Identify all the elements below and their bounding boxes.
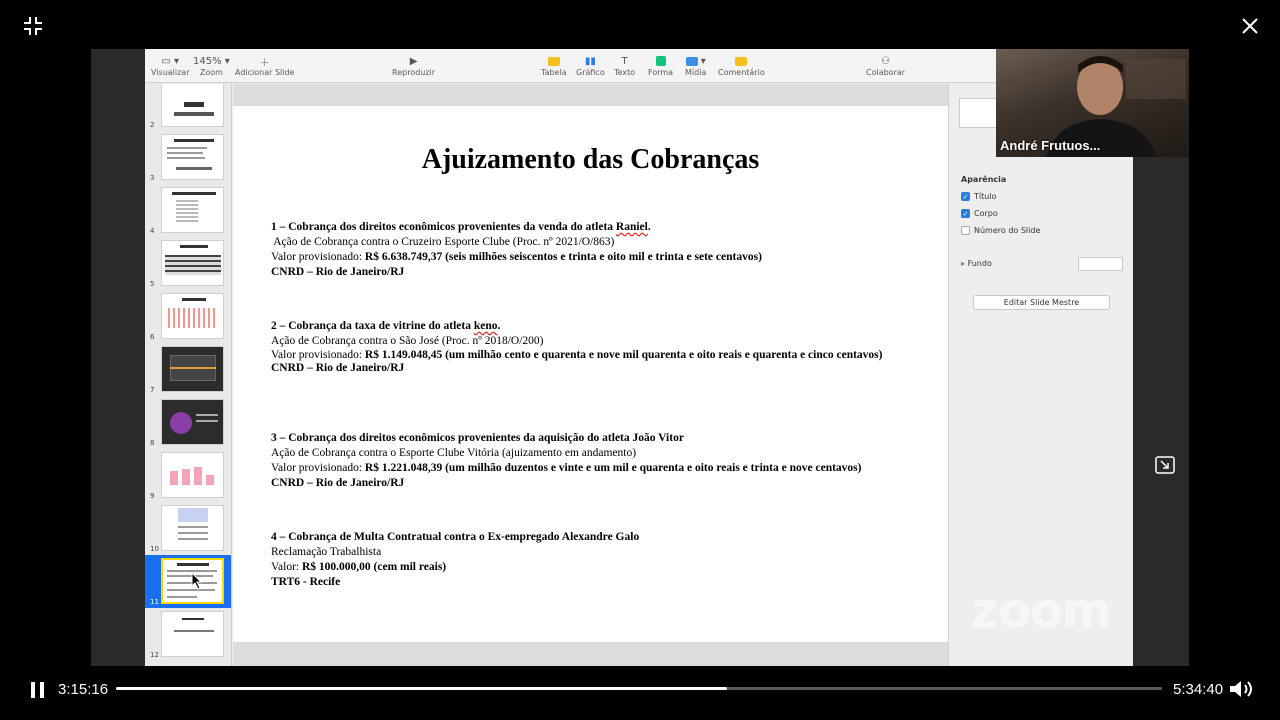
sidebar-view-icon: ▭ ▾ [161, 55, 180, 67]
zoom-watermark: zoom [971, 583, 1111, 639]
exit-fullscreen-icon[interactable] [17, 10, 49, 42]
toolbar-shape-button[interactable]: Forma [648, 54, 673, 77]
body-checkbox[interactable]: ✓ Corpo [962, 209, 998, 218]
collection-item-3[interactable] [271, 431, 911, 491]
slide-thumbnail[interactable]: 9 [145, 449, 232, 502]
current-time: 3:15:16 [58, 681, 109, 698]
format-inspector [948, 84, 1133, 666]
item-court: TRT6 - Recife [271, 576, 341, 588]
participant-video [996, 49, 1189, 157]
checkbox-checked-icon: ✓ [962, 192, 969, 201]
slide-canvas [233, 84, 948, 666]
item-value: Valor: R$ 100.000,00 (cem mil reais) [271, 561, 447, 573]
mouse-cursor-icon [191, 572, 203, 590]
comment-icon [735, 54, 747, 68]
total-time: 5:34:40 [1173, 681, 1224, 698]
toolbar-collaborate-button[interactable]: ⚇ Colaborar [866, 55, 906, 77]
collection-item-2[interactable] [271, 319, 911, 376]
background-color-well[interactable] [1078, 257, 1123, 271]
item-value: Valor provisionado: R$ 1.149.048,45 (um milhão cento e quarenta e nove mil quarenta e oito reais e quarenta e cinco centavos) [271, 349, 883, 361]
item-value: Valor provisionado: R$ 6.638.749,37 (seis milhões seiscentos e trinta e oito mil e trinta e sete centavos) [271, 251, 762, 263]
toolbar-comment-button[interactable]: Comentário [718, 54, 765, 77]
title-checkbox[interactable]: ✓ Título [962, 192, 997, 201]
picture-in-picture-icon[interactable] [1153, 453, 1177, 477]
keynote-toolbar [145, 49, 996, 83]
item-action: Ação de Cobrança contra o Esporte Clube Vitória (ajuizamento em andamento) [271, 447, 637, 459]
background-disclosure[interactable]: ▸ Fundo [961, 259, 992, 268]
item-court: CNRD – Rio de Janeiro/RJ [271, 362, 405, 374]
slide-navigator [145, 84, 232, 666]
progress-bar[interactable] [116, 687, 1162, 690]
slide-thumbnail[interactable]: 2 [145, 84, 232, 131]
slide-thumbnail[interactable]: 8 [145, 396, 232, 449]
chart-icon: ▮▮ [584, 55, 596, 67]
slide-thumbnail[interactable]: 10 [145, 502, 232, 555]
item-value: Valor provisionado: R$ 1.221.048,39 (um milhão duzentos e vinte e um mil e quarenta e oito reais e trinta e nove centavos) [271, 462, 862, 474]
plus-icon: ＋ [259, 57, 270, 69]
volume-icon[interactable] [1228, 678, 1258, 700]
player-controls [0, 672, 1280, 708]
toolbar-view-button[interactable]: ▭ ▾ Visualizar [151, 55, 190, 77]
play-icon: ▶ [409, 55, 418, 67]
item-heading: 3 – Cobrança dos direitos econômicos provenientes da aquisição do atleta João Vitor [271, 432, 684, 444]
edit-master-slide-button[interactable]: Editar Slide Mestre [973, 295, 1110, 310]
item-court: CNRD – Rio de Janeiro/RJ [271, 477, 405, 489]
item-action: Ação de Cobrança contra o Cruzeiro Esporte Clube (Proc. nº 2021/O/863) [271, 236, 615, 248]
slide-thumbnail[interactable]: 12 [145, 608, 232, 661]
pause-icon[interactable] [28, 680, 48, 700]
slide-number-checkbox[interactable]: Número do Slide [961, 226, 1040, 235]
appearance-label: Aparência [961, 175, 1007, 184]
toolbar-add-slide-button[interactable]: ＋ Adicionar Slide [235, 54, 294, 77]
slide[interactable] [233, 106, 948, 642]
zoom-value: 145% ▾ [193, 55, 230, 67]
progress-fill [116, 687, 727, 690]
item-heading: 4 – Cobrança de Multa Contratual contra o Ex-empregado Alexandre Galo [271, 531, 640, 543]
slide-thumbnail[interactable]: 7 [145, 343, 232, 396]
toolbar-chart-button[interactable]: ▮▮ Gráfico [576, 55, 605, 77]
shape-icon [656, 54, 666, 68]
checkbox-checked-icon: ✓ [962, 209, 969, 218]
collection-item-1[interactable] [271, 220, 911, 280]
item-action: Ação de Cobrança contra o São José (Proc. nº 2018/O/200) [271, 335, 544, 347]
toolbar-zoom-button[interactable]: 145% ▾ Zoom [193, 55, 230, 77]
participant-name: André Frutuos... [1000, 138, 1101, 153]
close-icon[interactable] [1234, 10, 1266, 42]
toolbar-play-button[interactable]: ▶ Reproduzir [392, 55, 436, 77]
table-icon [548, 54, 560, 68]
slide-thumbnail[interactable]: 5 [145, 237, 232, 290]
text-icon: T [621, 55, 628, 67]
slide-title[interactable]: Ajuizamento das Cobranças [421, 144, 760, 175]
collaborate-icon: ⚇ [881, 55, 891, 67]
item-heading: 2 – Cobrança da taxa de vitrine do atleta keno. [271, 320, 501, 332]
toolbar-table-button[interactable]: Tabela [541, 54, 567, 77]
slide-thumbnail[interactable]: 4 [145, 184, 232, 237]
toolbar-text-button[interactable]: T Texto [614, 55, 636, 77]
slide-thumbnail[interactable]: 3 [145, 131, 232, 184]
slide-thumbnail-selected[interactable]: 11 [145, 555, 232, 608]
item-heading: 1 – Cobrança dos direitos econômicos provenientes da venda do atleta Raniel. [271, 221, 651, 233]
video-frame [91, 49, 1189, 666]
layout-preview[interactable] [959, 98, 999, 128]
checkbox-unchecked-icon [961, 226, 970, 235]
collection-item-4[interactable] [271, 530, 911, 590]
toolbar-media-button[interactable]: ▾ Mídia [685, 55, 707, 77]
disclosure-triangle-icon: ▸ [961, 259, 966, 268]
item-action: Reclamação Trabalhista [271, 546, 382, 558]
slide-thumbnail[interactable]: 6 [145, 290, 232, 343]
keynote-window [145, 49, 1133, 666]
item-court: CNRD – Rio de Janeiro/RJ [271, 266, 405, 278]
media-icon: ▾ [686, 54, 706, 68]
